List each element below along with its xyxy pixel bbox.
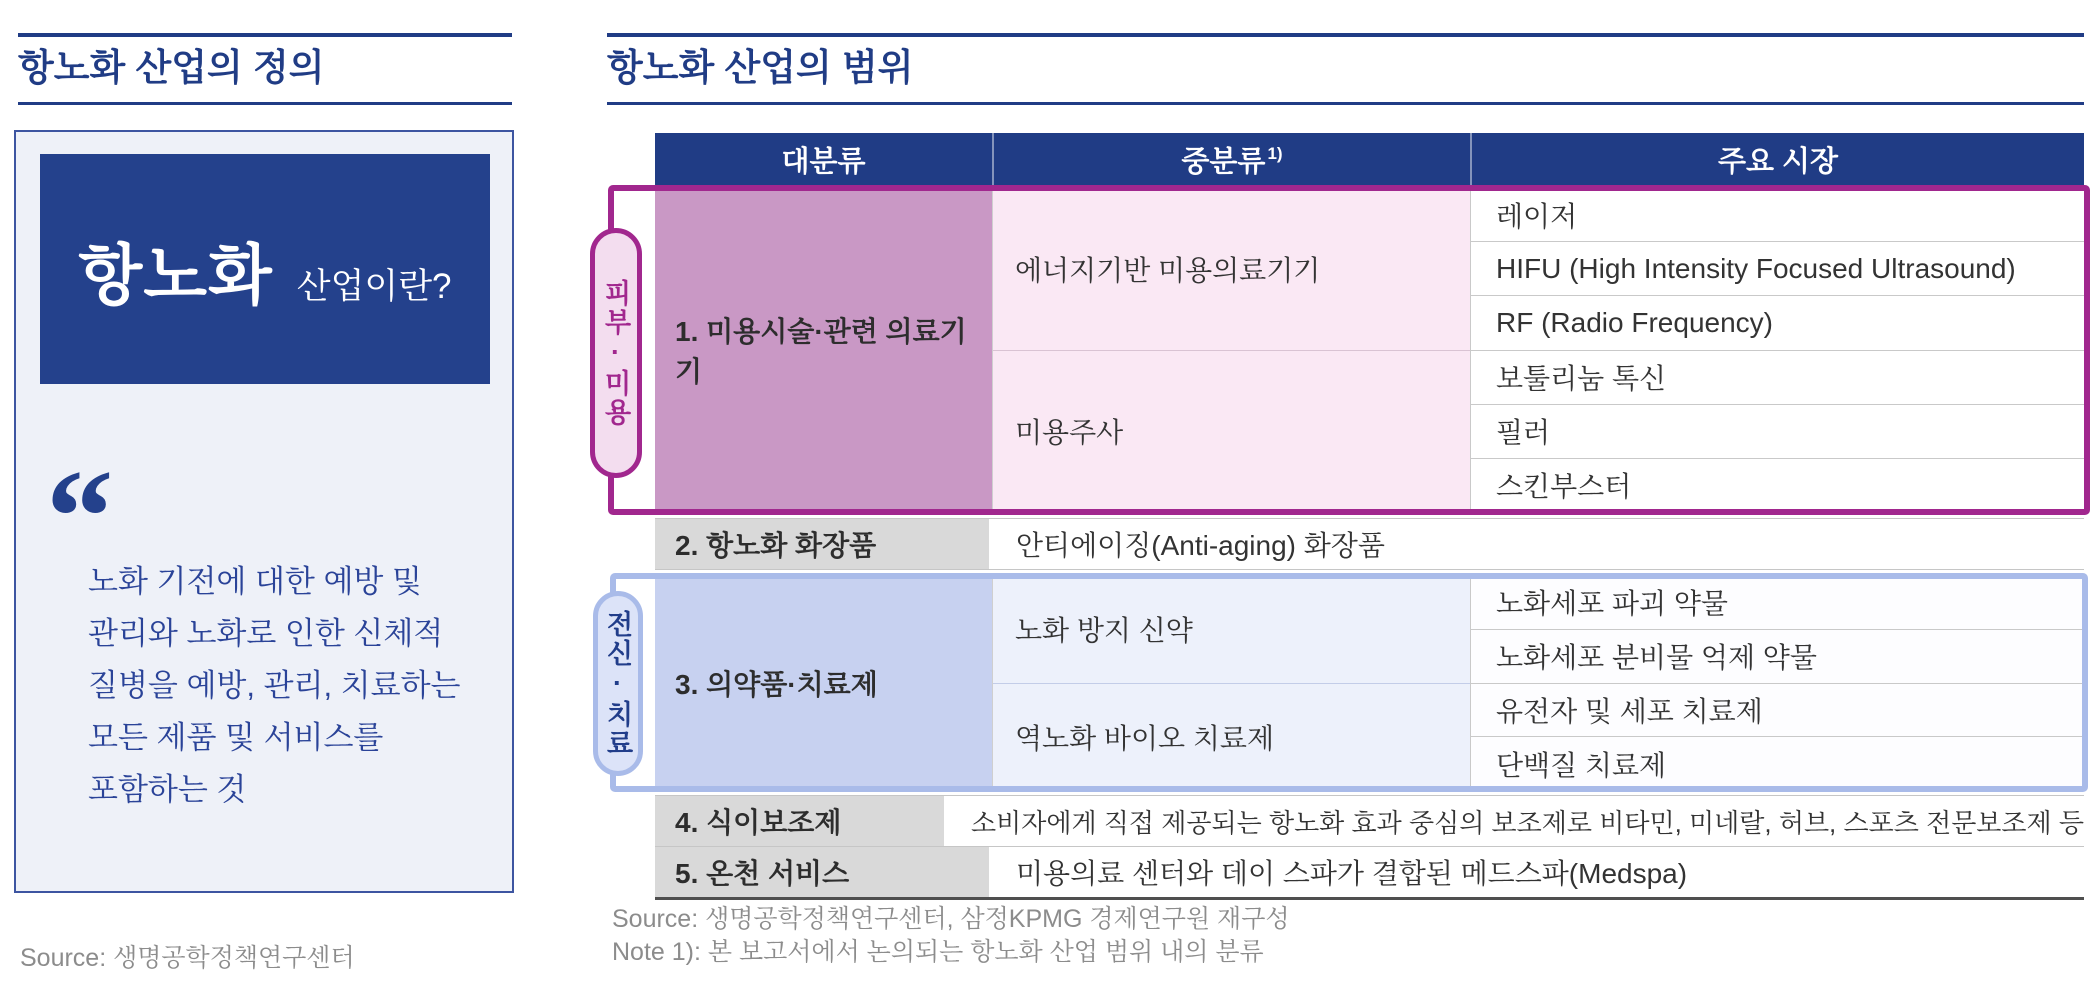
table-group-skin-beauty [655, 188, 2084, 512]
quote-icon: “ [46, 443, 114, 592]
category-cell-4: 4. 식이보조제 [655, 796, 947, 846]
side-label-body-treatment: 전신·치료 [593, 591, 643, 776]
market-cell: 레이저 [1471, 188, 2084, 241]
hero-suffix: 산업이란? [296, 266, 452, 306]
subcategory-column-1 [992, 188, 1470, 512]
definition-line: 포함하는 것 [88, 772, 247, 807]
side-label-skin-beauty: 피부·미용 [590, 228, 642, 478]
market-cell: 필러 [1471, 404, 2084, 458]
right-note: Note 1): 본 보고서에서 논의되는 항노화 산업 범위 내의 분류 [612, 938, 1264, 966]
left-title: 항노화 산업의 정의 [18, 47, 325, 88]
subcategory-column-3 [992, 576, 1470, 790]
description-cell-2: 안티에이징(Anti-aging) 화장품 [992, 519, 2084, 569]
table-group-body-treatment [655, 576, 2084, 790]
table-row-cosmetics [655, 518, 2084, 570]
hero-line [79, 222, 452, 317]
scope-table [600, 133, 2084, 905]
category-cell-1: 1. 미용시술·관련 의료기기 [655, 188, 992, 512]
market-cell: HIFU (High Intensity Focused Ultrasound) [1471, 241, 2084, 295]
hero-keyword: 항노화 [78, 237, 273, 312]
definition-line: 질병을 예방, 관리, 치료하는 [88, 668, 461, 703]
market-cell: 단백질 치료제 [1471, 736, 2084, 790]
market-cell: 보툴리눔 톡신 [1471, 350, 2084, 404]
header-subcategory-label: 중분류 [1181, 146, 1266, 178]
definition-line: 관리와 노화로 인한 신체적 [88, 616, 444, 651]
definition-line: 모든 제품 및 서비스를 [88, 720, 384, 755]
subcategory-cell: 미용주사 [993, 350, 1470, 513]
subcategory-cell: 노화 방지 신약 [1015, 615, 1193, 647]
right-source-block [612, 903, 1290, 969]
subcategory-cell: 역노화 바이오 치료제 [993, 683, 1470, 791]
right-title: 항노화 산업의 범위 [607, 47, 914, 88]
header-category: 대분류 [781, 146, 866, 178]
table-row-supplements [655, 795, 2084, 847]
market-cell: 스킨부스터 [1471, 458, 2084, 512]
market-cell: RF (Radio Frequency) [1471, 295, 2084, 349]
hero-banner [40, 154, 490, 384]
market-column-1 [1470, 188, 2084, 512]
definition-text [88, 556, 460, 816]
left-source: Source: 생명공학정책연구센터 [20, 944, 355, 972]
category-cell-5: 5. 온천 서비스 [655, 847, 992, 897]
market-cell: 노화세포 분비물 억제 약물 [1471, 629, 2084, 683]
right-title-block [607, 33, 2084, 105]
header-subcategory [992, 133, 1470, 186]
market-cell: 유전자 및 세포 치료제 [1471, 683, 2084, 737]
description-cell-5: 미용의료 센터와 데이 스파가 결합된 메드스파(Medspa) [992, 847, 2084, 897]
table-row-spa [655, 847, 2084, 900]
definition-card [14, 130, 514, 893]
right-source: Source: 생명공학정책연구센터, 삼정KPMG 경제연구원 재구성 [612, 905, 1290, 933]
category-cell-2: 2. 항노화 화장품 [655, 519, 992, 569]
market-cell: 노화세포 파괴 약물 [1471, 576, 2084, 629]
definition-line: 노화 기전에 대한 예방 및 [88, 564, 422, 599]
market-column-3 [1470, 576, 2084, 790]
subcategory-cell: 에너지기반 미용의료기기 [1015, 254, 1321, 286]
category-cell-3: 3. 의약품·치료제 [655, 576, 992, 790]
header-note-ref: 1) [1267, 143, 1283, 163]
left-title-block [18, 33, 512, 105]
description-cell-4: 소비자에게 직접 제공되는 항노화 효과 중심의 보조제로 비타민, 미네랄, 허브, 스포츠 전문보조제 등 [947, 796, 2084, 846]
table-header-row [655, 133, 2084, 186]
header-markets: 주요 시장 [1470, 133, 2084, 186]
